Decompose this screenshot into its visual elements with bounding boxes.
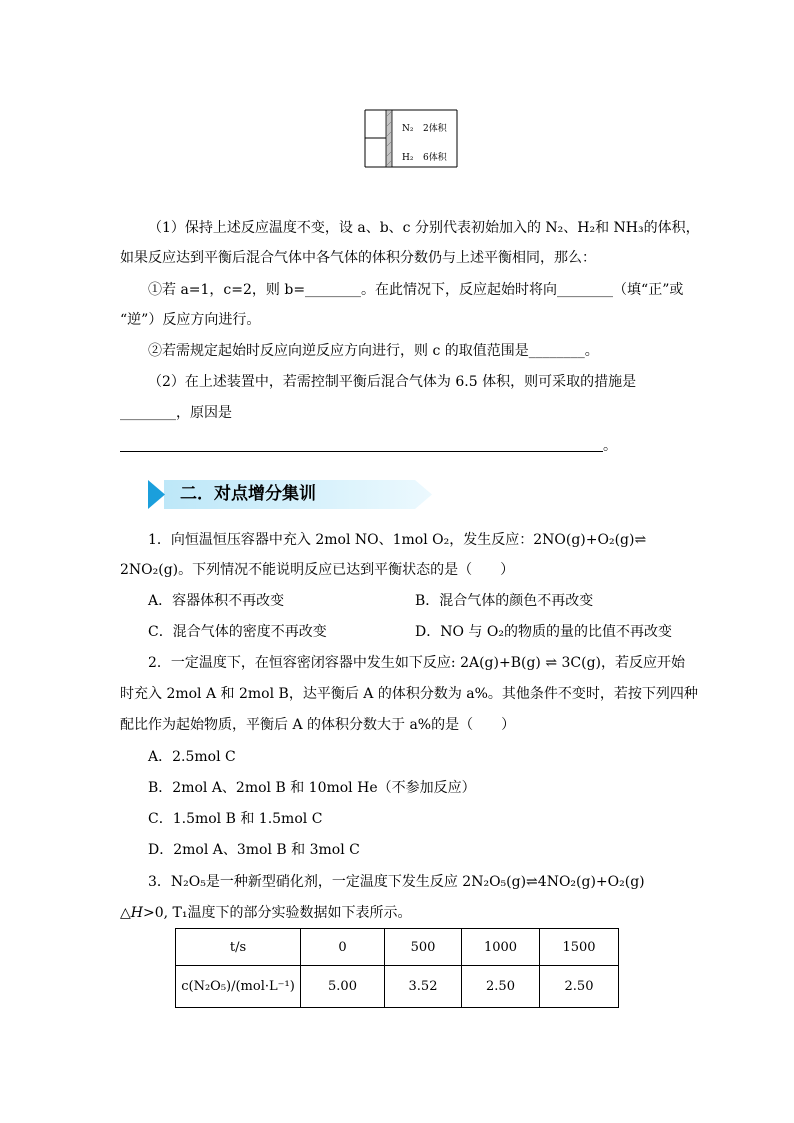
q3-stem-line-2-rest: >0, T₁温度下的部分实验数据如下表所示。 [143,905,412,921]
q3-stem-line-1: 3．N₂O₅是一种新型硝化剂，一定温度下发生反应 2N₂O₅(g)⇌4NO₂(g)+O₂(g) [148,874,645,890]
table-cell: 0 [301,929,385,966]
table-row [176,966,619,1008]
q2-option-a: A．2.5mol C [148,749,236,765]
table-cell: 2.50 [462,966,540,1008]
part2-line-1: （2）在上述装置中，若需控制平衡后混合气体为 6.5 体积，则可采取的措施是 [148,374,637,390]
part2-line-2: ________，原因是 [120,405,232,421]
table-header-row [176,929,619,966]
table-cell: 1000 [462,929,540,966]
enthalpy-variable: H [130,905,143,921]
q1-option-d: D．NO 与 O₂的物质的量的比值不再改变 [415,624,672,640]
part1-line-2: 如果反应达到平衡后混合气体中各气体的体积分数仍与上述平衡相同，那么： [120,250,596,266]
piston-cylinder-diagram [360,104,462,172]
q3-stem-line-2 [120,903,412,923]
gas-label-2: H₂ [402,153,414,163]
q2-option-d: D．2mol A、3mol B 和 3mol C [148,842,360,858]
part1-line-5: ②若需规定起始时反应向逆反应方向进行，则 c 的取值范围是________。 [148,343,599,359]
table-cell: 1500 [540,929,619,966]
volume-label-2: 6体积 [423,153,447,163]
experiment-data-table [175,928,619,1008]
table-cell: 500 [385,929,462,966]
answer-blank-end-mark: 。 [603,438,617,454]
part1-line-1: （1）保持上述反应温度不变，设 a、b、c 分别代表初始加入的 N₂、H₂和 NH₃的体积， [148,220,700,236]
q1-option-c: C．混合气体的密度不再改变 [148,624,327,640]
q2-option-b: B．2mol A、2mol B 和 10mol He（不参加反应） [148,780,476,796]
table-cell: t/s [176,929,301,966]
section-banner-arrow-icon [148,480,165,509]
delta-symbol: △ [120,905,131,921]
section-title: 二．对点增分集训 [180,484,316,504]
gas-label-1: N₂ [402,124,414,134]
piston [386,110,392,167]
q2-stem-line-1: 2．一定温度下，在恒容密闭容器中发生如下反应: 2A(g)+B(g) ⇌ 3C(g)，若反应开始 [148,655,686,671]
q1-option-b: B．混合气体的颜色不再改变 [415,593,594,609]
table-cell: 3.52 [385,966,462,1008]
part1-line-4: “逆”）反应方向进行。 [120,312,261,328]
volume-label-1: 2体积 [423,124,447,134]
q1-stem-line-1: 1．向恒温恒压容器中充入 2mol NO、1mol O₂，发生反应：2NO(g)+O₂(g)⇌ [148,532,647,548]
table-cell: 2.50 [540,966,619,1008]
q2-stem-line-3: 配比作为起始物质，平衡后 A 的体积分数大于 a%的是（ ） [120,717,516,733]
answer-blank-long [120,437,603,452]
q1-option-a: A．容器体积不再改变 [148,593,285,609]
table-body [176,929,619,1008]
q1-stem-line-2: 2NO₂(g)。下列情况不能说明反应已达到平衡状态的是（ ） [120,562,515,578]
part1-line-3: ①若 a=1，c=2，则 b=________。在此情况下，反应起始时将向________（填“正”或 [148,282,684,298]
q2-stem-line-2: 时充入 2mol A 和 2mol B，达平衡后 A 的体积分数为 a%。其他条件不变时，若按下列四种 [120,686,698,702]
q2-option-c: C．1.5mol B 和 1.5mol C [148,811,323,827]
table-cell: c(N₂O₅)/(mol·L⁻¹) [176,966,301,1008]
table-cell: 5.00 [301,966,385,1008]
